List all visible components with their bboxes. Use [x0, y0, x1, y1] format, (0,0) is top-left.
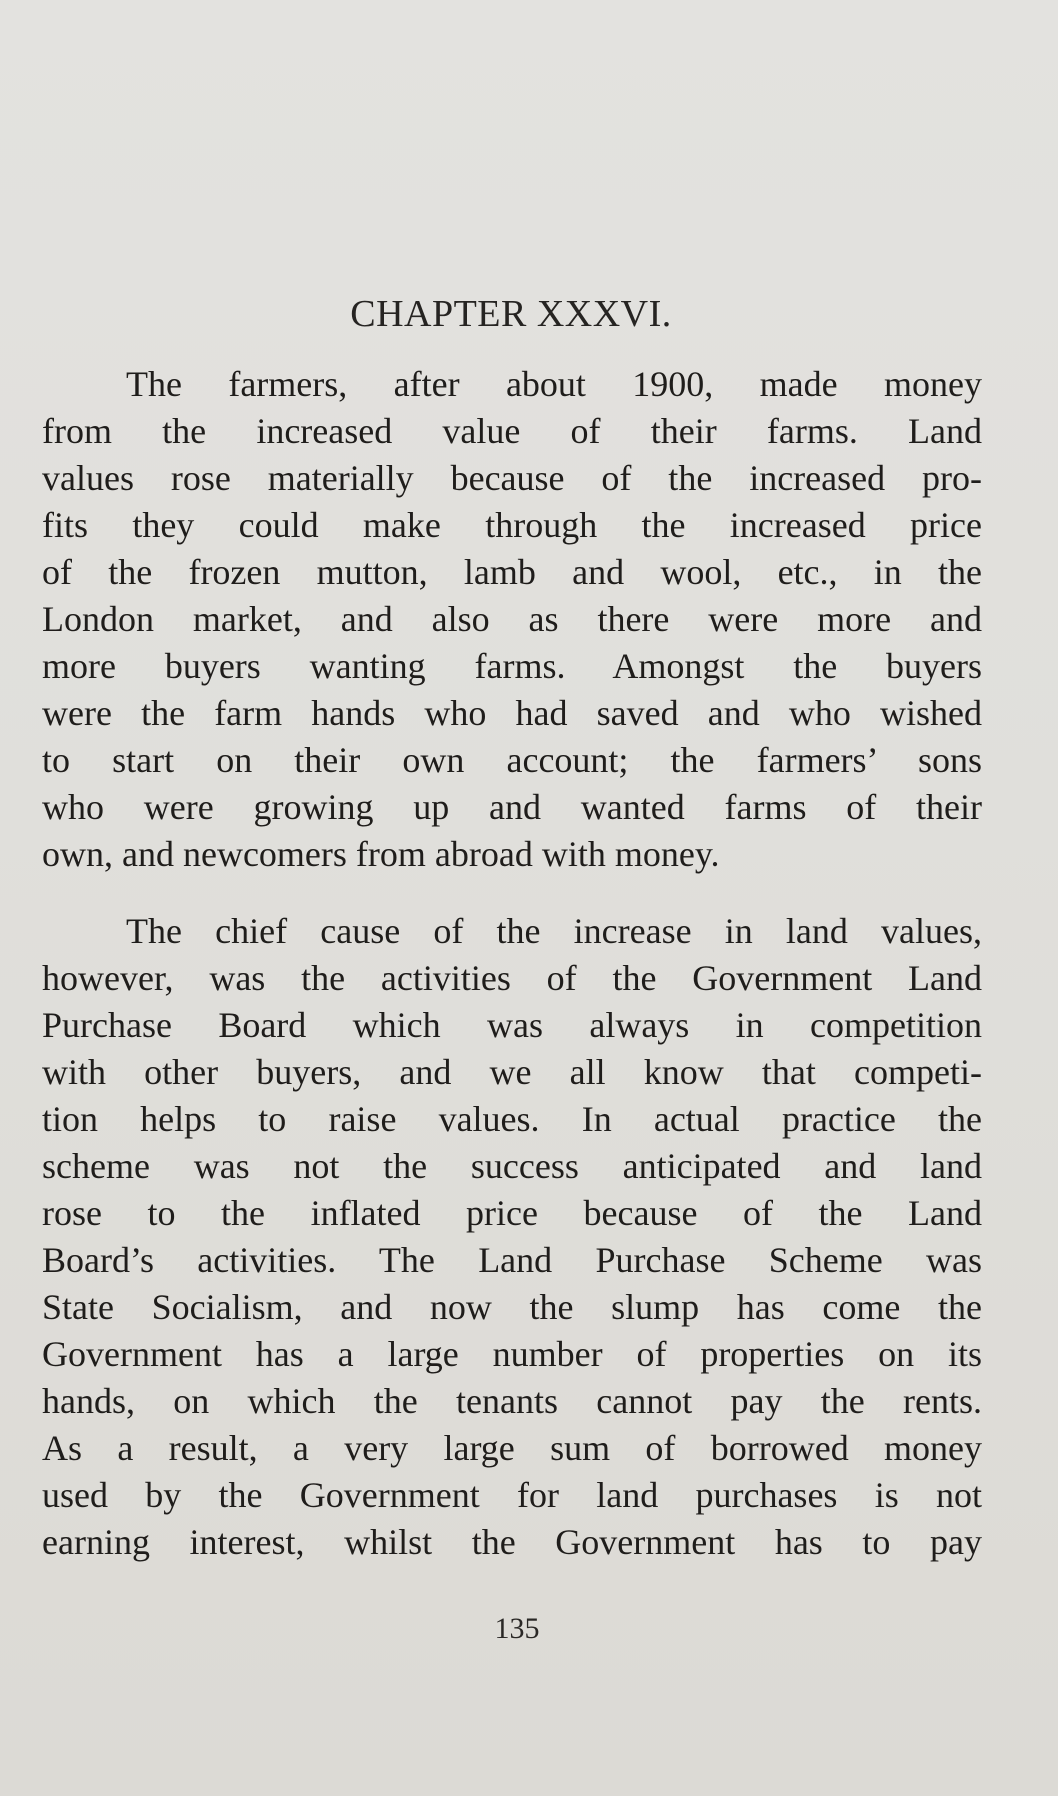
text-line: As a result, a very large sum of borrowed money — [42, 1428, 982, 1468]
text-line: The chief cause of the increase in land values, — [126, 911, 982, 951]
text-line: from the increased value of their farms. Land — [42, 411, 982, 451]
text-line: own, and newcomers from abroad with money. — [42, 834, 720, 874]
text-line: London market, and also as there were more and — [42, 599, 982, 639]
text-line: State Socialism, and now the slump has come the — [42, 1287, 982, 1327]
text-line: to start on their own account; the farmers’ sons — [42, 740, 982, 780]
text-line: tion helps to raise values. In actual practice the — [42, 1099, 982, 1139]
text-line: who were growing up and wanted farms of their — [42, 787, 982, 827]
page-number: 135 — [494, 1612, 540, 1645]
paragraph-1 — [42, 361, 982, 878]
paragraph-2 — [42, 908, 982, 1566]
text-line: values rose materially because of the increased pro- — [42, 458, 982, 498]
text-line: were the farm hands who had saved and who wished — [42, 693, 982, 733]
text-line: of the frozen mutton, lamb and wool, etc., in the — [42, 552, 982, 592]
text-line: rose to the inflated price because of the Land — [42, 1193, 982, 1233]
text-line: fits they could make through the increased price — [42, 505, 982, 545]
text-line: with other buyers, and we all know that competi- — [42, 1052, 982, 1092]
text-line: Government has a large number of properties on its — [42, 1334, 982, 1374]
text-line: The farmers, after about 1900, made money — [126, 364, 982, 404]
chapter-heading: CHAPTER XXXVI. — [350, 293, 672, 335]
text-line: used by the Government for land purchases is not — [42, 1475, 982, 1515]
text-line: scheme was not the success anticipated and land — [42, 1146, 982, 1186]
text-line: Purchase Board which was always in competition — [42, 1005, 982, 1045]
text-line: hands, on which the tenants cannot pay the rents. — [42, 1381, 982, 1421]
text-line: however, was the activities of the Government Land — [42, 958, 982, 998]
text-line: more buyers wanting farms. Amongst the buyers — [42, 646, 982, 686]
text-line: earning interest, whilst the Government has to pay — [42, 1522, 982, 1562]
text-line: Board’s activities. The Land Purchase Scheme was — [42, 1240, 982, 1280]
